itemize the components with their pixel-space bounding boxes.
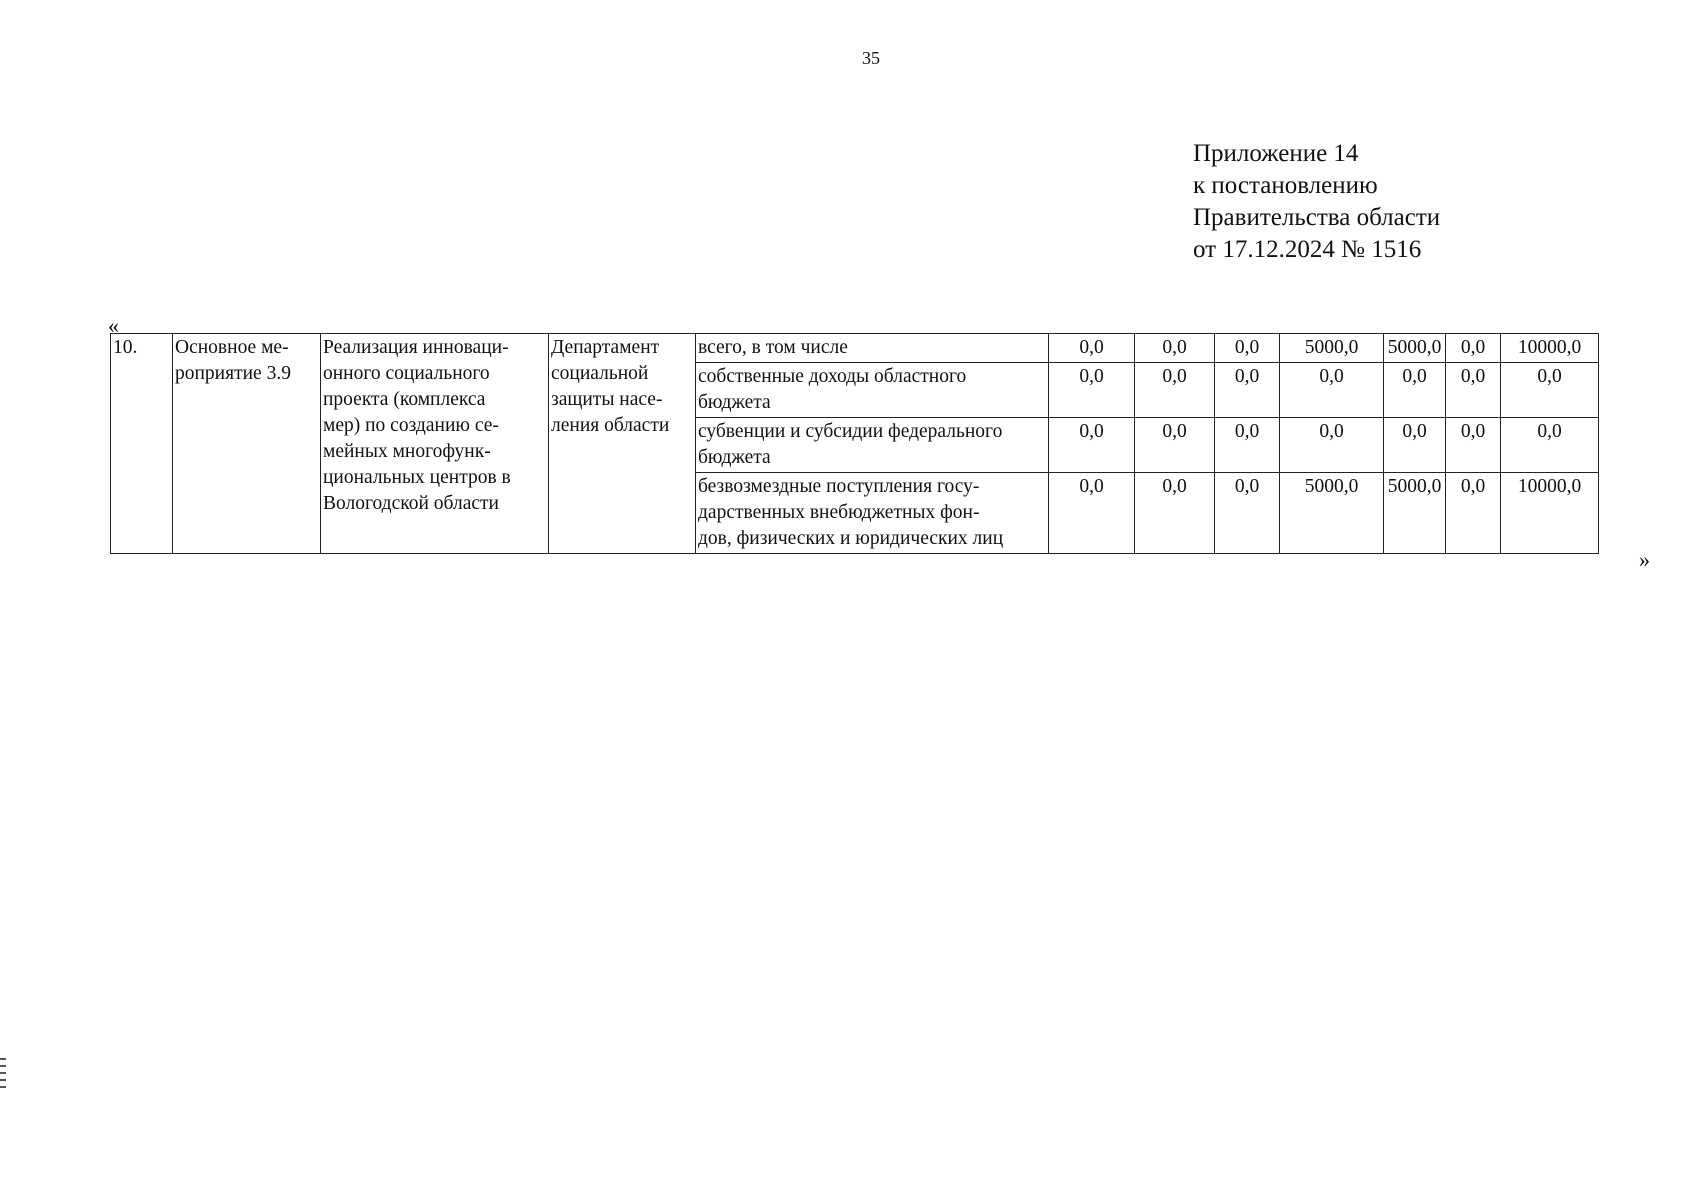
source-line: собственные доходы областного xyxy=(698,366,967,387)
value-cell: 0,0 xyxy=(1446,363,1501,418)
row-number-cell xyxy=(111,334,173,554)
description-line: онного социального xyxy=(323,363,490,384)
source-line: субвенции и субсидии федерального xyxy=(698,421,1003,442)
source-line: всего, в том числе xyxy=(698,337,848,358)
scan-mark xyxy=(0,1079,6,1081)
source-line: дарственных внебюджетных фон- xyxy=(698,502,980,523)
source-line: безвозмездные поступления госу- xyxy=(698,476,980,497)
scan-mark xyxy=(0,1065,6,1067)
value-cell: 0,0 xyxy=(1049,473,1135,554)
activity-line: роприятие 3.9 xyxy=(175,363,291,384)
value-cell: 0,0 xyxy=(1135,473,1215,554)
description-line: мер) по созданию се- xyxy=(323,415,499,436)
scan-mark xyxy=(0,1086,6,1088)
value-cell: 0,0 xyxy=(1049,418,1135,473)
value-cell: 5000,0 xyxy=(1280,473,1384,554)
value-cell: 0,0 xyxy=(1215,334,1280,363)
value-cell: 0,0 xyxy=(1135,418,1215,473)
appendix-header xyxy=(1193,138,1440,266)
value-cell: 0,0 xyxy=(1135,363,1215,418)
page-number: 35 xyxy=(862,48,880,68)
value-cell: 0,0 xyxy=(1280,418,1384,473)
value-cell: 0,0 xyxy=(1384,363,1446,418)
appendix-reference: к постановлению xyxy=(1193,172,1378,199)
funding-table xyxy=(110,333,1599,554)
source-cell xyxy=(696,334,1049,363)
executor-line: Департамент xyxy=(551,337,660,358)
value-cell: 0,0 xyxy=(1049,334,1135,363)
value-cell: 10000,0 xyxy=(1501,334,1599,363)
value-cell: 0,0 xyxy=(1215,418,1280,473)
value-cell: 5000,0 xyxy=(1280,334,1384,363)
executor-line: защиты насе- xyxy=(551,389,663,410)
value-cell: 0,0 xyxy=(1215,363,1280,418)
source-line: дов, физических и юридических лиц xyxy=(698,528,1004,549)
value-cell: 0,0 xyxy=(1384,418,1446,473)
description-line: циональных центров в xyxy=(323,467,511,488)
source-cell xyxy=(696,473,1049,554)
activity-cell xyxy=(173,334,321,554)
value-cell: 0,0 xyxy=(1215,473,1280,554)
appendix-date-number: от 17.12.2024 № 1516 xyxy=(1193,236,1422,263)
value-cell: 0,0 xyxy=(1446,334,1501,363)
value-cell: 5000,0 xyxy=(1384,334,1446,363)
scan-mark xyxy=(0,1058,6,1060)
value-cell: 0,0 xyxy=(1135,334,1215,363)
row-number: 10. xyxy=(113,337,138,358)
table-row xyxy=(111,334,1599,363)
executor-line: социальной xyxy=(551,363,649,384)
activity-line: Основное ме- xyxy=(175,337,289,358)
description-line: Вологодской области xyxy=(323,493,499,514)
source-cell xyxy=(696,363,1049,418)
value-cell: 5000,0 xyxy=(1384,473,1446,554)
closing-quote: » xyxy=(1639,547,1650,572)
value-cell: 0,0 xyxy=(1446,418,1501,473)
value-cell: 0,0 xyxy=(1501,418,1599,473)
value-cell: 0,0 xyxy=(1446,473,1501,554)
opening-quote: « xyxy=(108,313,119,338)
value-cell: 0,0 xyxy=(1280,363,1384,418)
executor-line: ления области xyxy=(551,415,670,436)
description-cell xyxy=(321,334,549,554)
value-cell: 10000,0 xyxy=(1501,473,1599,554)
description-line: Реализация инноваци- xyxy=(323,337,509,358)
source-line: бюджета xyxy=(698,447,771,468)
scan-mark xyxy=(0,1072,6,1074)
description-line: мейных многофунк- xyxy=(323,441,491,462)
value-cell: 0,0 xyxy=(1049,363,1135,418)
appendix-title: Приложение 14 xyxy=(1193,140,1359,167)
description-line: проекта (комплекса xyxy=(323,389,486,410)
value-cell: 0,0 xyxy=(1501,363,1599,418)
scan-edge-marks xyxy=(0,1058,6,1093)
appendix-authority: Правительства области xyxy=(1193,204,1441,231)
source-line: бюджета xyxy=(698,392,771,413)
source-cell xyxy=(696,418,1049,473)
executor-cell xyxy=(549,334,696,554)
